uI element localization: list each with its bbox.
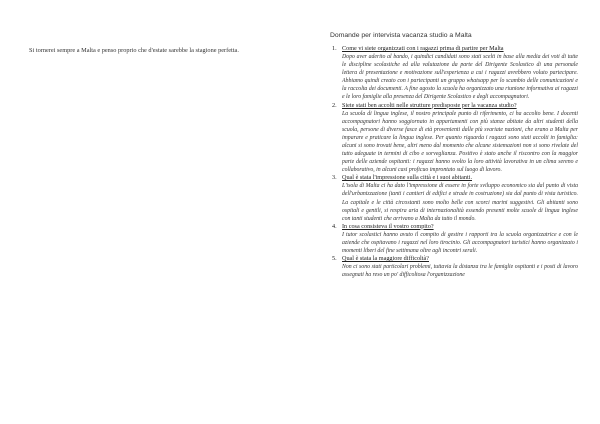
question-item-1 — [330, 45, 578, 102]
question-text: Qual è stata l'impressione sulla città e i suoi abitanti. — [342, 174, 472, 182]
question-text: Siete stati ben accolti nelle strutture predisposte per la vacanza studio? — [342, 101, 517, 109]
question-text: In cosa consisteva il vostro compito? — [342, 222, 434, 230]
answer-text: I tutor scolastici hanno avuto il compito di gestire i rapporti tra la scuola organizzatrice e con le aziende che ospitavano i ragazzi nel loro tirocinio. Gli accompagnatori turistici hanno organizzato i momenti liberi del fine settimana oltre agli incontri serali. — [342, 231, 578, 254]
question-text: Come vi siete organizzati con i ragazzi prima di partire per Malta — [342, 45, 504, 52]
answer-text: Non ci sono stati particolari problemi, tuttavia la distanza tra le famiglie ospitanti e i posti di lavoro assegnati ha reso un po' difficoltosa l'organizzazione — [342, 264, 578, 279]
document-title: Domande per intervista vacanza studio a Malta — [330, 32, 472, 39]
question-item-3 — [330, 174, 578, 222]
question-item-2 — [330, 102, 578, 175]
question-number: 3. — [332, 174, 337, 182]
question-number: 2. — [332, 101, 337, 109]
question-number: 1. — [332, 45, 337, 52]
answer-text: Dopo aver aderito al bando, i quindici candidati sono stati scelti in base alla media dei voti di tutte le discipline scolastiche ed alla valutazione da parte del Dirigente Scolastico di una personale lettera di presentazione e motivazione sull'esperienza a cui i ragazzi avrebbero voluto partecipare. Abbiamo quindi creato con i partecipanti un gruppo whatsapp per lo scambio delle comunicazioni e la raccolta dei documenti. A fine agosto la scuola ha organizzato una riunione informativa ai ragazzi e le loro famiglie alla presenza del Dirigente Scolastico e degli accompagnatori. — [342, 54, 578, 101]
question-item-4 — [330, 223, 578, 255]
document-page — [330, 32, 578, 279]
answer-text: La scuola di lingua inglese, il nostro principale punto di riferimento, ci ha accolto bene. I docenti accompagnatori hanno soggiornato in appartamenti con più stanze abitate da altri studenti della scuola, persone di diverse fasce di età provenienti dalle più svariate nazioni, che erano a Malta per imparare e praticare la lingua inglese. Per quanto riguarda i ragazzi sono stati accolti in famiglia: alcuni si sono trovati bene, altri meno dal momento che alcune sistemazioni non si sono rivelate del tutto adeguate in termini di cibo e sorveglianza. Positivo è stato anche il riscontro con la maggior parte delle aziende ospitanti: i ragazzi hanno svolto la loro attività lavorativa in un clima sereno e collaborativo, in alcuni casi proficuo improntato sul luogo di lavoro. — [342, 110, 578, 174]
question-item-5 — [330, 255, 578, 279]
answer-text: L'isola di Malta ci ha dato l'impressione di essere in forte sviluppo economico sia dal punto di vista dell'urbanizzazione (tanti i cantieri di edifici e strade in costruzione) sia dal punto di vista turistico. La capitale e le città circostanti sono molto belle con scorci marini suggestivi. Gli abitanti sono ospitali e gentili, si respira aria di internazionalità essendo presenti molte scuole di lingua inglese con tanti studenti che arrivano a Malta da tutto il mondo. — [342, 183, 578, 222]
question-number: 4. — [332, 222, 337, 230]
question-list — [330, 45, 578, 279]
left-note-text: Si tornerei sempre a Malta e penso proprio che d'estate sarebbe la stagione perfetta. — [29, 47, 239, 54]
question-number: 5. — [332, 255, 337, 263]
question-text: Qual è stata la maggiore difficoltà? — [342, 255, 429, 263]
